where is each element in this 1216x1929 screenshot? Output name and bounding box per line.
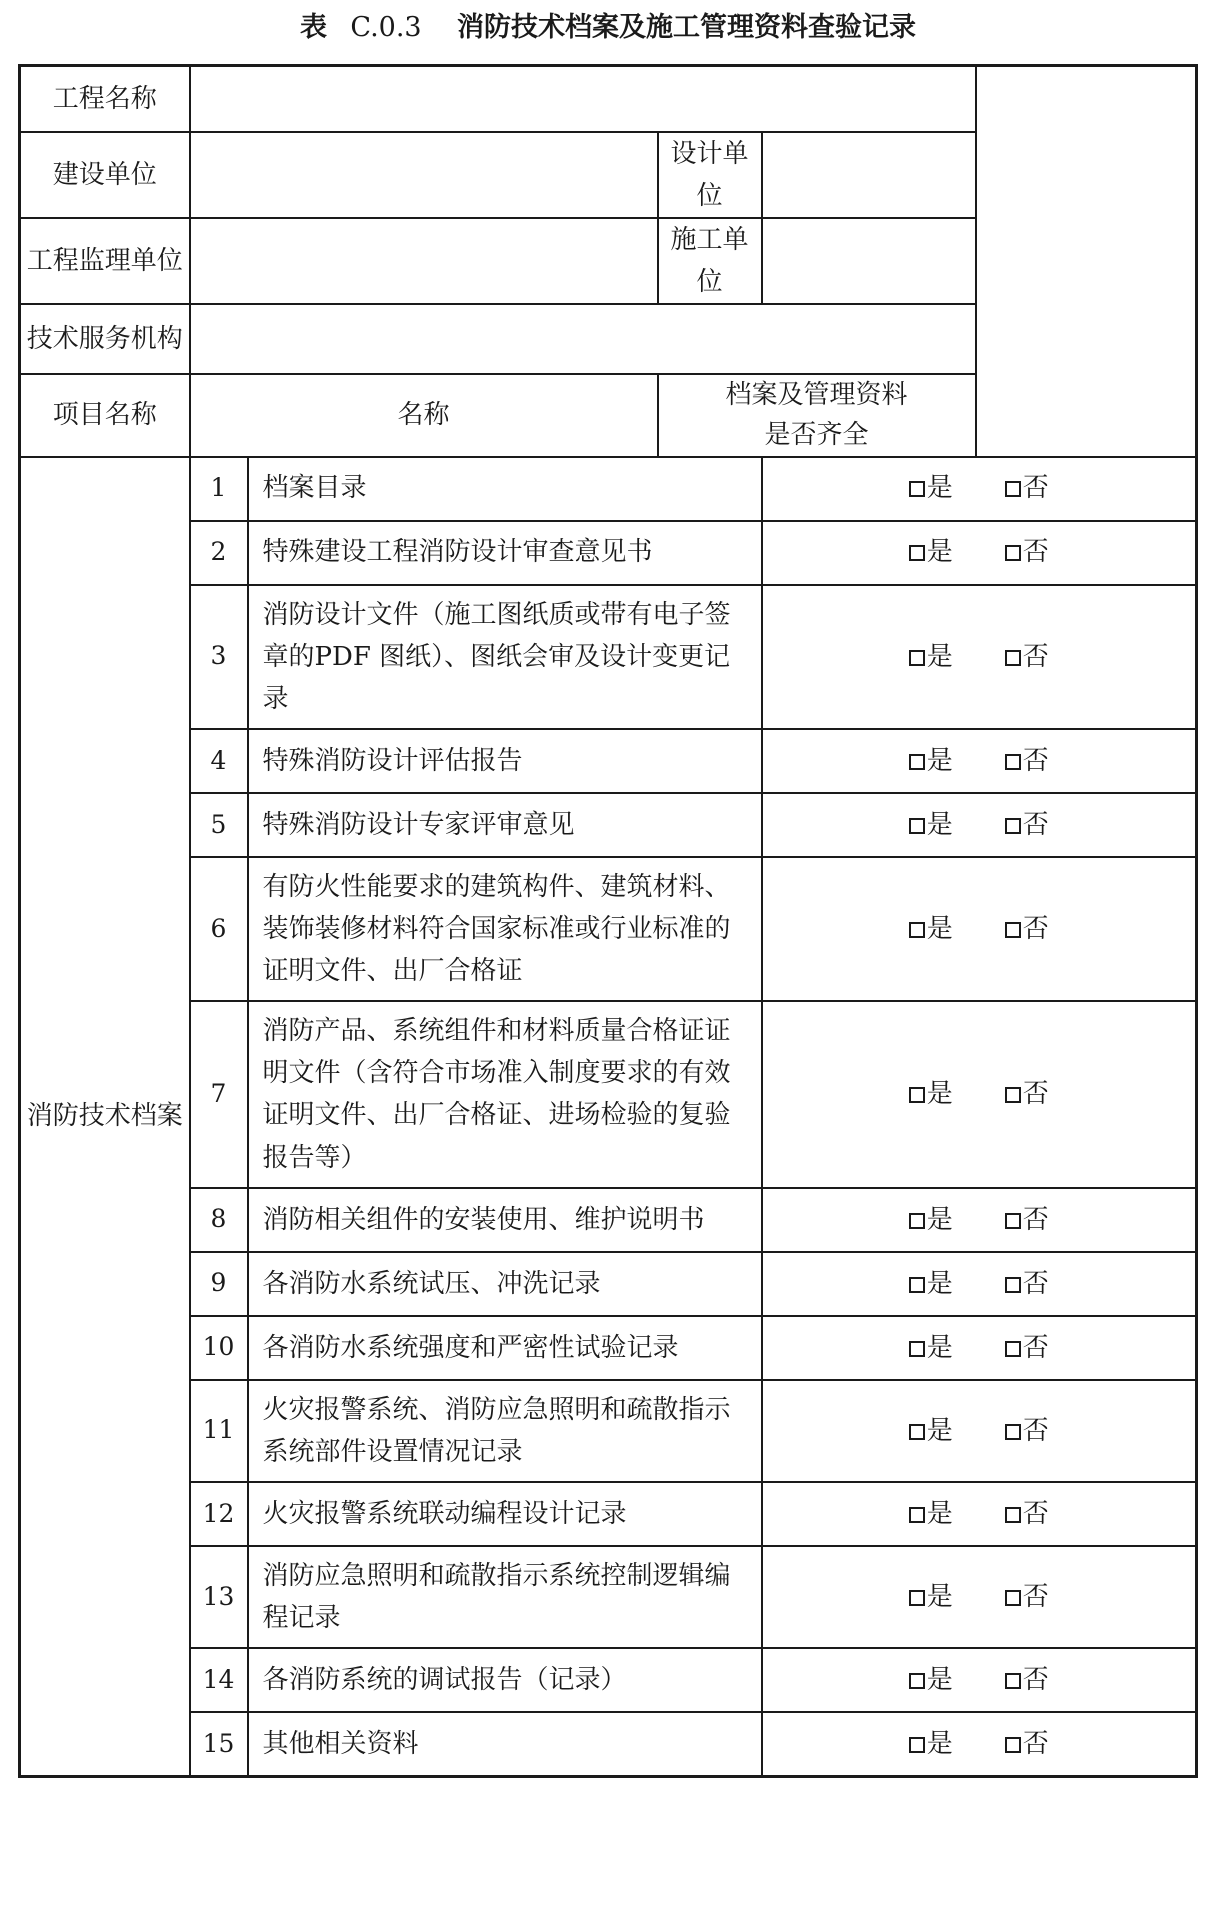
item-text: 各消防水系统试压、冲洗记录 — [248, 1252, 762, 1316]
title-prefix: 表 — [299, 12, 327, 43]
yes-option[interactable] — [909, 804, 953, 846]
no-option[interactable] — [1005, 1659, 1049, 1701]
item-number: 7 — [190, 1001, 248, 1187]
tech-service-label: 技术服务机构 — [20, 304, 190, 374]
table-row — [20, 1648, 1197, 1712]
header-complete — [658, 374, 976, 457]
group-label: 消防技术档案 — [20, 457, 190, 1777]
item-text: 各消防水系统强度和严密性试验记录 — [248, 1316, 762, 1380]
no-checkbox-icon[interactable] — [1005, 754, 1021, 770]
item-text: 其他相关资料 — [248, 1712, 762, 1776]
yes-label: 是 — [926, 641, 953, 672]
item-number: 3 — [190, 585, 248, 729]
no-option[interactable] — [1005, 804, 1049, 846]
yes-option[interactable] — [909, 1659, 953, 1701]
yes-option[interactable] — [909, 1493, 953, 1535]
item-complete-choice — [762, 1380, 1197, 1482]
no-label: 否 — [1022, 537, 1049, 568]
item-number: 5 — [190, 793, 248, 857]
table-row — [20, 793, 1197, 857]
table-row — [20, 857, 1197, 1001]
yes-label: 是 — [926, 745, 953, 776]
yes-label: 是 — [926, 537, 953, 568]
item-complete-choice — [762, 793, 1197, 857]
no-checkbox-icon[interactable] — [1005, 481, 1021, 497]
yes-option[interactable] — [909, 1576, 953, 1618]
yes-label: 是 — [926, 1665, 953, 1695]
no-checkbox-icon[interactable] — [1005, 818, 1021, 834]
item-complete-choice — [762, 585, 1197, 729]
header-item-name: 项目名称 — [20, 374, 190, 457]
yes-label: 是 — [926, 1498, 953, 1529]
yes-label: 是 — [926, 809, 953, 840]
table-row — [20, 521, 1197, 585]
table-row — [20, 1252, 1197, 1316]
contractor-field[interactable] — [762, 218, 976, 304]
table-row — [20, 729, 1197, 793]
no-checkbox-icon[interactable] — [1005, 1277, 1021, 1293]
yes-checkbox-icon[interactable] — [909, 754, 925, 770]
project-name-label: 工程名称 — [20, 66, 190, 132]
tech-service-field[interactable] — [190, 304, 976, 374]
item-complete-choice — [762, 1712, 1197, 1776]
yes-label: 是 — [926, 1079, 953, 1110]
item-complete-choice — [762, 1648, 1197, 1712]
item-text: 火灾报警系统联动编程设计记录 — [248, 1482, 762, 1546]
item-text: 档案目录 — [248, 457, 762, 521]
no-label: 否 — [1022, 1079, 1049, 1110]
no-option[interactable] — [1005, 1723, 1049, 1765]
project-name-field[interactable] — [190, 66, 976, 132]
yes-checkbox-icon[interactable] — [909, 650, 925, 666]
title-text: 消防技术档案及施工管理资料查验记录 — [457, 12, 917, 43]
yes-label: 是 — [926, 1268, 953, 1299]
no-checkbox-icon[interactable] — [1005, 1087, 1021, 1103]
item-number: 6 — [190, 857, 248, 1001]
header-complete-line2: 是否齐全 — [764, 420, 869, 451]
item-complete-choice — [762, 1001, 1197, 1187]
table-row — [20, 1316, 1197, 1380]
yes-option[interactable] — [909, 1327, 953, 1369]
row-project-name — [20, 66, 1197, 132]
no-option[interactable] — [1005, 636, 1049, 678]
no-label: 否 — [1022, 1204, 1049, 1235]
yes-label: 是 — [926, 1204, 953, 1235]
item-complete-choice — [762, 857, 1197, 1001]
no-label: 否 — [1022, 1581, 1049, 1612]
no-checkbox-icon[interactable] — [1005, 650, 1021, 666]
no-label: 否 — [1022, 1665, 1049, 1695]
item-complete-choice — [762, 457, 1197, 521]
yes-checkbox-icon[interactable] — [909, 1341, 925, 1357]
row-column-headers — [20, 374, 1197, 457]
no-label: 否 — [1022, 745, 1049, 776]
no-label: 否 — [1022, 473, 1049, 504]
item-text: 消防设计文件（施工图纸质或带有电子签章的PDF 图纸）、图纸会审及设计变更记录 — [248, 585, 762, 729]
item-number: 8 — [190, 1188, 248, 1252]
title-code: C.0.3 — [350, 12, 422, 43]
yes-checkbox-icon[interactable] — [909, 922, 925, 938]
table-title — [0, 8, 1216, 48]
yes-label: 是 — [926, 473, 953, 504]
item-text: 消防应急照明和疏散指示系统控制逻辑编程记录 — [248, 1546, 762, 1648]
item-number: 13 — [190, 1546, 248, 1648]
item-number: 12 — [190, 1482, 248, 1546]
no-label: 否 — [1022, 641, 1049, 672]
no-option[interactable] — [1005, 531, 1049, 573]
table-row — [20, 1482, 1197, 1546]
yes-label: 是 — [926, 1332, 953, 1363]
yes-option[interactable] — [909, 1723, 953, 1765]
item-text: 消防产品、系统组件和材料质量合格证证明文件（含符合市场准入制度要求的有效证明文件、出厂合格证、进场检验的复验报告等） — [248, 1001, 762, 1187]
no-label: 否 — [1022, 1728, 1049, 1759]
no-checkbox-icon[interactable] — [1005, 1507, 1021, 1523]
yes-option[interactable] — [909, 1263, 953, 1305]
item-text: 各消防系统的调试报告（记录） — [248, 1648, 762, 1712]
item-text: 消防相关组件的安装使用、维护说明书 — [248, 1188, 762, 1252]
item-complete-choice — [762, 1188, 1197, 1252]
table-row — [20, 1001, 1197, 1187]
no-checkbox-icon[interactable] — [1005, 1590, 1021, 1606]
yes-label: 是 — [926, 913, 953, 944]
item-number: 10 — [190, 1316, 248, 1380]
yes-option[interactable] — [909, 467, 953, 509]
table-row — [20, 1188, 1197, 1252]
yes-checkbox-icon[interactable] — [909, 1673, 925, 1689]
item-number: 4 — [190, 729, 248, 793]
no-label: 否 — [1022, 913, 1049, 944]
yes-checkbox-icon[interactable] — [909, 545, 925, 561]
table-row — [20, 585, 1197, 729]
no-label: 否 — [1022, 1268, 1049, 1299]
inspection-record-table — [18, 64, 1198, 1778]
item-text: 特殊消防设计专家评审意见 — [248, 793, 762, 857]
table-row — [20, 1546, 1197, 1648]
yes-checkbox-icon[interactable] — [909, 818, 925, 834]
yes-option[interactable] — [909, 531, 953, 573]
no-checkbox-icon[interactable] — [1005, 1341, 1021, 1357]
builder-label: 建设单位 — [20, 132, 190, 218]
no-option[interactable] — [1005, 1410, 1049, 1452]
item-complete-choice — [762, 1316, 1197, 1380]
item-text: 特殊建设工程消防设计审查意见书 — [248, 521, 762, 585]
no-option[interactable] — [1005, 1073, 1049, 1115]
yes-option[interactable] — [909, 636, 953, 678]
row-tech-service — [20, 304, 1197, 374]
table-row — [20, 1712, 1197, 1776]
item-number: 11 — [190, 1380, 248, 1482]
yes-label: 是 — [926, 1415, 953, 1446]
item-complete-choice — [762, 1252, 1197, 1316]
no-label: 否 — [1022, 1498, 1049, 1529]
item-number: 15 — [190, 1712, 248, 1776]
builder-field[interactable] — [190, 132, 658, 218]
yes-checkbox-icon[interactable] — [909, 1087, 925, 1103]
no-checkbox-icon[interactable] — [1005, 1213, 1021, 1229]
yes-checkbox-icon[interactable] — [909, 1424, 925, 1440]
designer-label: 设计单位 — [658, 132, 762, 218]
contractor-label: 施工单位 — [658, 218, 762, 304]
no-label: 否 — [1022, 809, 1049, 840]
no-label: 否 — [1022, 1415, 1049, 1446]
item-number: 14 — [190, 1648, 248, 1712]
no-option[interactable] — [1005, 1493, 1049, 1535]
no-checkbox-icon[interactable] — [1005, 545, 1021, 561]
yes-option[interactable] — [909, 740, 953, 782]
table-row — [20, 1380, 1197, 1482]
yes-checkbox-icon[interactable] — [909, 1507, 925, 1523]
item-text: 有防火性能要求的建筑构件、建筑材料、装饰装修材料符合国家标准或行业标准的证明文件、出厂合格证 — [248, 857, 762, 1001]
no-label: 否 — [1022, 1332, 1049, 1363]
header-complete-line1: 档案及管理资料 — [725, 379, 908, 410]
no-option[interactable] — [1005, 740, 1049, 782]
designer-field[interactable] — [762, 132, 976, 218]
item-text: 火灾报警系统、消防应急照明和疏散指示系统部件设置情况记录 — [248, 1380, 762, 1482]
no-checkbox-icon[interactable] — [1005, 922, 1021, 938]
yes-option[interactable] — [909, 1199, 953, 1241]
no-option[interactable] — [1005, 1576, 1049, 1618]
no-checkbox-icon[interactable] — [1005, 1424, 1021, 1440]
yes-option[interactable] — [909, 1410, 953, 1452]
item-complete-choice — [762, 521, 1197, 585]
no-option[interactable] — [1005, 1327, 1049, 1369]
no-checkbox-icon[interactable] — [1005, 1673, 1021, 1689]
yes-checkbox-icon[interactable] — [909, 1277, 925, 1293]
yes-checkbox-icon[interactable] — [909, 1590, 925, 1606]
yes-label: 是 — [926, 1728, 953, 1759]
yes-label: 是 — [926, 1581, 953, 1612]
header-name: 名称 — [190, 374, 658, 457]
no-option[interactable] — [1005, 467, 1049, 509]
yes-checkbox-icon[interactable] — [909, 481, 925, 497]
item-complete-choice — [762, 729, 1197, 793]
item-text: 特殊消防设计评估报告 — [248, 729, 762, 793]
item-number: 1 — [190, 457, 248, 521]
row-builder-designer — [20, 132, 1197, 218]
yes-option[interactable] — [909, 1073, 953, 1115]
yes-option[interactable] — [909, 908, 953, 950]
yes-checkbox-icon[interactable] — [909, 1213, 925, 1229]
item-number: 9 — [190, 1252, 248, 1316]
no-option[interactable] — [1005, 1199, 1049, 1241]
no-option[interactable] — [1005, 1263, 1049, 1305]
item-complete-choice — [762, 1482, 1197, 1546]
yes-checkbox-icon[interactable] — [909, 1737, 925, 1753]
item-complete-choice — [762, 1546, 1197, 1648]
no-option[interactable] — [1005, 908, 1049, 950]
item-number: 2 — [190, 521, 248, 585]
supervisor-label: 工程监理单位 — [20, 218, 190, 304]
row-supervisor-contractor — [20, 218, 1197, 304]
supervisor-field[interactable] — [190, 218, 658, 304]
no-checkbox-icon[interactable] — [1005, 1737, 1021, 1753]
table-row — [20, 457, 1197, 521]
